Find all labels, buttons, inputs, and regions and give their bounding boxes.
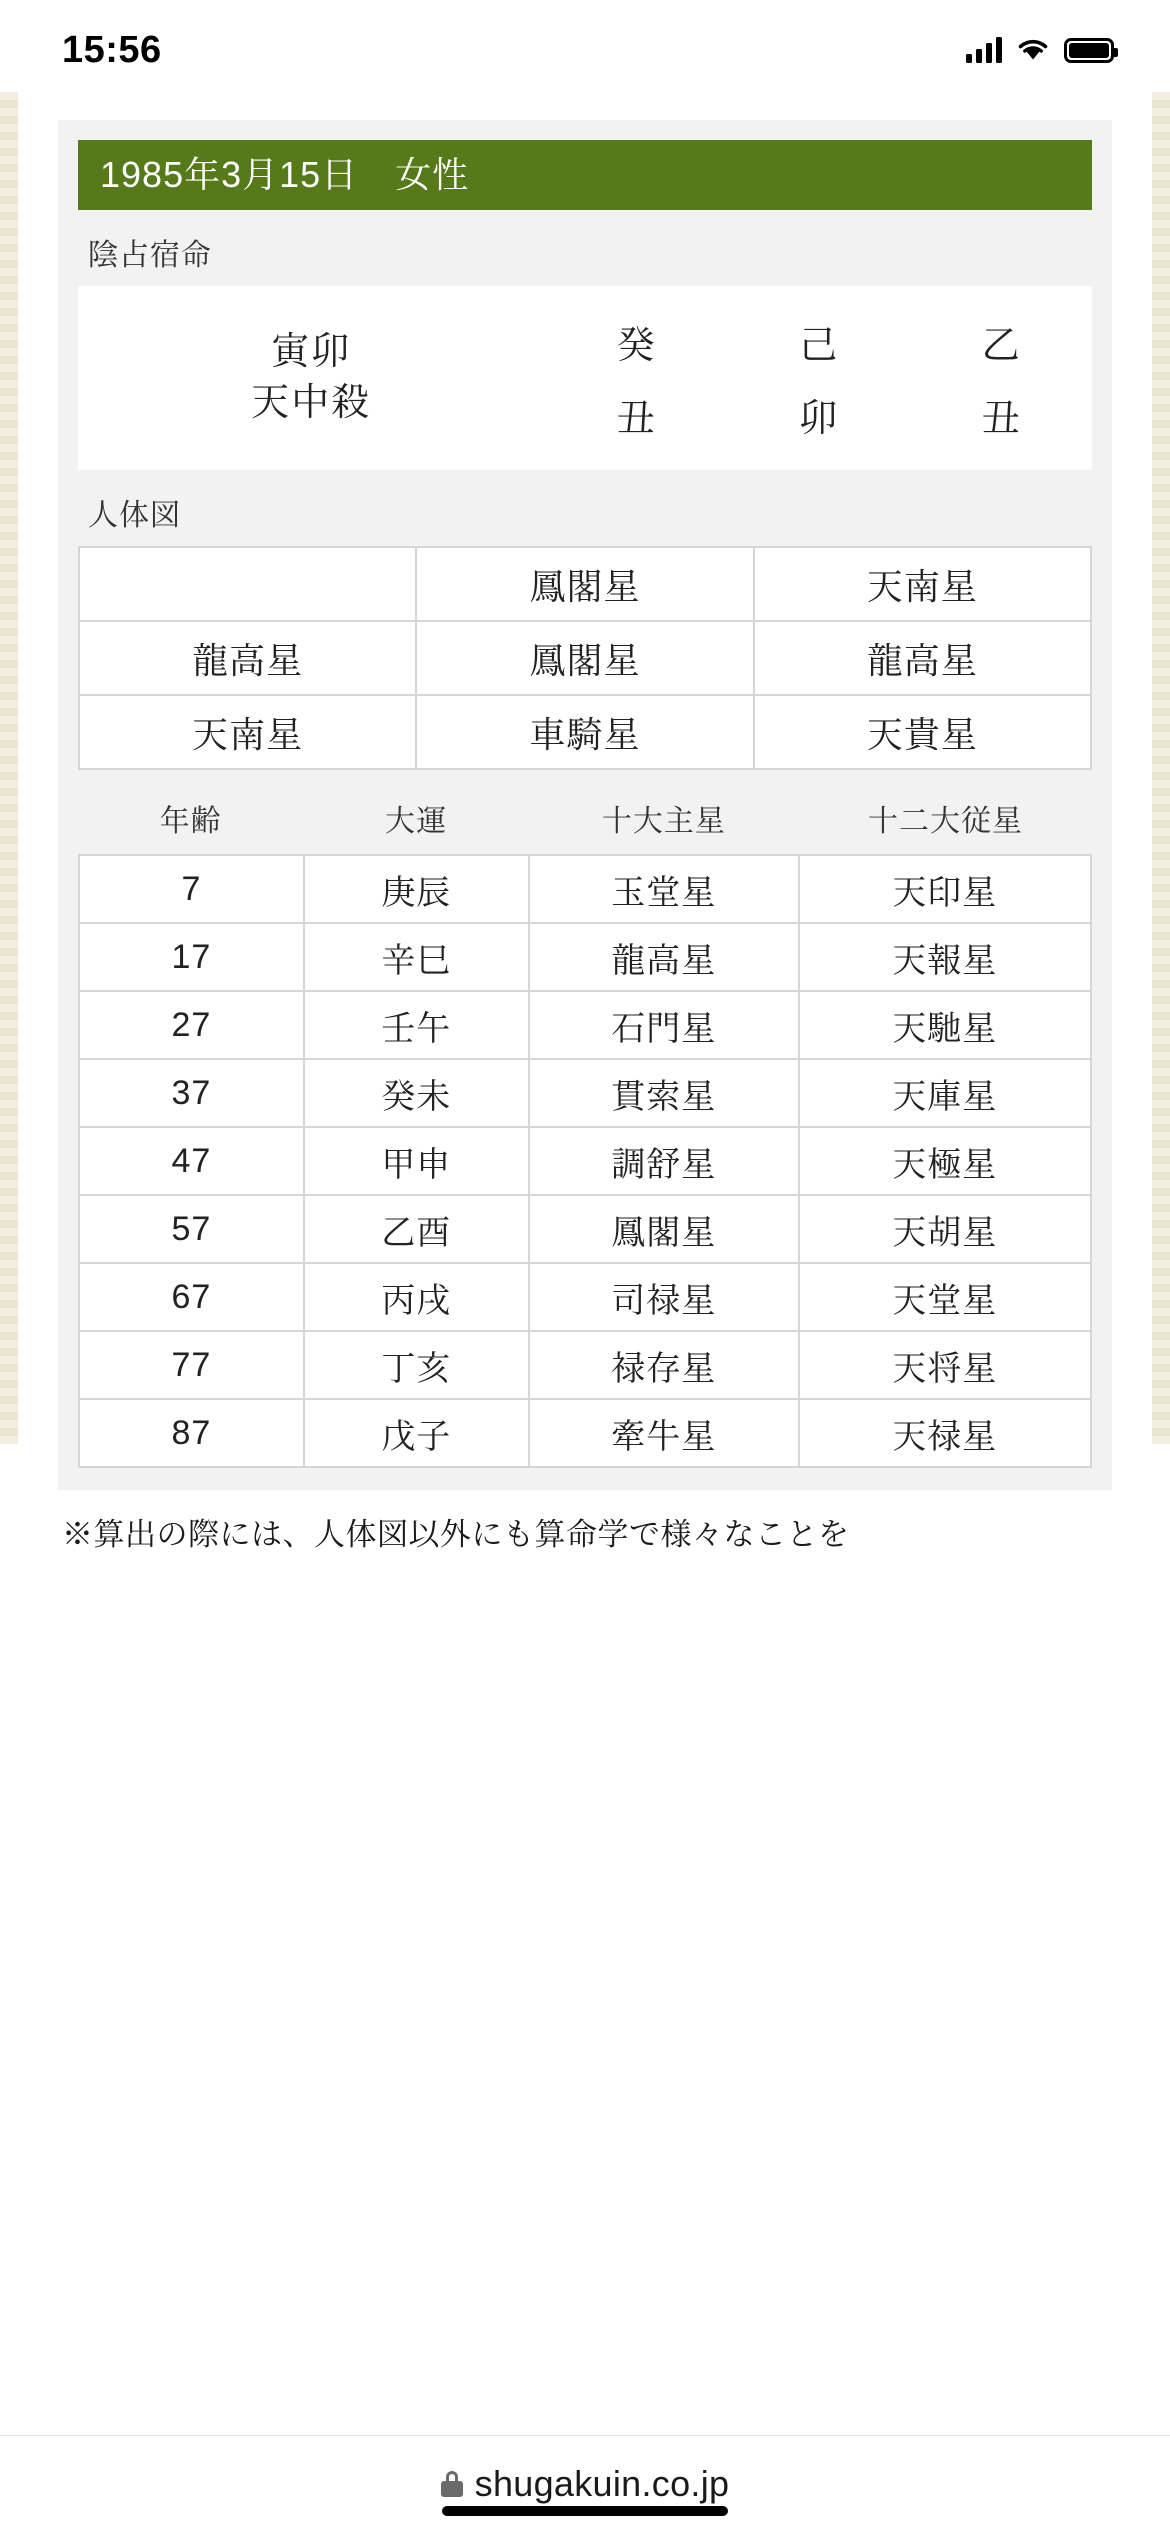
inzen-branch: 卯	[799, 398, 838, 440]
cell-junidaijusei: 天極星	[800, 1128, 1092, 1196]
inzen-stem: 癸	[616, 325, 655, 367]
tenchusatsu-line-1: 寅卯	[271, 330, 352, 373]
table-row	[80, 1400, 1092, 1468]
jintaizu-section-label: 人体図	[88, 499, 181, 532]
jintaizu-cell: 天貴星	[755, 696, 1092, 770]
cellular-signal-icon	[966, 37, 1002, 63]
inzen-stem: 乙	[981, 325, 1020, 367]
cell-age: 57	[80, 1196, 305, 1264]
cell-daiun: 乙酉	[305, 1196, 530, 1264]
inzen-branch: 丑	[981, 398, 1020, 440]
home-indicator[interactable]	[442, 2506, 728, 2516]
cell-daiun: 辛巳	[305, 924, 530, 992]
inzen-table	[78, 286, 1092, 470]
cell-junidaijusei: 天庫星	[800, 1060, 1092, 1128]
cell-junidaijusei: 天馳星	[800, 992, 1092, 1060]
cell-judaishusei: 牽牛星	[530, 1400, 800, 1468]
tenchusatsu-label	[78, 327, 544, 430]
cell-age: 47	[80, 1128, 305, 1196]
column-header-daiun: 大運	[384, 805, 447, 838]
jintaizu-grid	[78, 546, 1092, 770]
cell-daiun: 壬午	[305, 992, 530, 1060]
cell-junidaijusei: 天印星	[800, 856, 1092, 924]
url-text[interactable]: shugakuin.co.jp	[474, 2463, 730, 2504]
status-time: 15:56	[62, 28, 162, 71]
jintaizu-cell: 鳳閣星	[417, 548, 754, 622]
jintaizu-cell: 龍高星	[755, 622, 1092, 696]
browser-url-bar[interactable]	[0, 2435, 1170, 2532]
cell-age: 37	[80, 1060, 305, 1128]
column-header-judaishusei: 十大主星	[601, 805, 726, 838]
cell-junidaijusei: 天禄星	[800, 1400, 1092, 1468]
jintaizu-cell: 龍高星	[80, 622, 417, 696]
jintaizu-cell: 鳳閣星	[417, 622, 754, 696]
cell-daiun: 丙戌	[305, 1264, 530, 1332]
cell-daiun: 甲申	[305, 1128, 530, 1196]
wifi-icon	[1016, 35, 1050, 66]
cell-junidaijusei: 天報星	[800, 924, 1092, 992]
cell-judaishusei: 鳳閣星	[530, 1196, 800, 1264]
lock-icon	[441, 2471, 463, 2497]
cell-age: 77	[80, 1332, 305, 1400]
cell-age: 7	[80, 856, 305, 924]
table-row	[80, 1196, 1092, 1264]
inzen-stem: 己	[799, 325, 838, 367]
cell-judaishusei: 禄存星	[530, 1332, 800, 1400]
cell-junidaijusei: 天堂星	[800, 1264, 1092, 1332]
result-title: 1985年3月15日 女性	[78, 140, 1092, 210]
jintaizu-cell: 車騎星	[417, 696, 754, 770]
battery-icon	[1064, 38, 1114, 63]
inzen-stems-branches	[544, 314, 1092, 442]
column-header-junidaijusei: 十二大従星	[868, 805, 1024, 838]
cell-judaishusei: 石門星	[530, 992, 800, 1060]
cell-daiun: 丁亥	[305, 1332, 530, 1400]
age-table-body	[78, 854, 1092, 1468]
cell-judaishusei: 調舒星	[530, 1128, 800, 1196]
page-content	[18, 92, 1152, 1552]
cell-daiun: 庚辰	[305, 856, 530, 924]
inzen-section-label: 陰占宿命	[88, 239, 212, 272]
jintaizu-cell	[80, 548, 417, 622]
table-row	[80, 856, 1092, 924]
column-header-age: 年齢	[159, 805, 222, 838]
table-row	[80, 1128, 1092, 1196]
jintaizu-cell: 天南星	[755, 548, 1092, 622]
age-fortune-table	[78, 796, 1092, 1468]
table-row	[80, 1264, 1092, 1332]
inzen-branch: 丑	[616, 398, 655, 440]
page-background-pattern-left	[0, 92, 18, 1444]
cell-junidaijusei: 天胡星	[800, 1196, 1092, 1264]
tenchusatsu-line-2: 天中殺	[251, 382, 372, 424]
jintaizu-cell: 天南星	[80, 696, 417, 770]
cell-age: 87	[80, 1400, 305, 1468]
page-background-pattern-right	[1152, 92, 1170, 1444]
cell-judaishusei: 玉堂星	[530, 856, 800, 924]
table-row	[80, 1332, 1092, 1400]
status-bar	[0, 0, 1170, 92]
cell-age: 17	[80, 924, 305, 992]
cell-age: 67	[80, 1264, 305, 1332]
table-row	[80, 1060, 1092, 1128]
cell-daiun: 戊子	[305, 1400, 530, 1468]
cell-judaishusei: 司禄星	[530, 1264, 800, 1332]
cell-judaishusei: 貫索星	[530, 1060, 800, 1128]
disclaimer-note: ※算出の際には、人体図以外にも算命学で様々なことを	[62, 1517, 850, 1552]
fortune-result-card	[58, 120, 1112, 1490]
cell-age: 27	[80, 992, 305, 1060]
cell-judaishusei: 龍高星	[530, 924, 800, 992]
table-row	[80, 992, 1092, 1060]
status-icons	[966, 27, 1114, 66]
cell-daiun: 癸未	[305, 1060, 530, 1128]
table-row	[80, 924, 1092, 992]
cell-junidaijusei: 天将星	[800, 1332, 1092, 1400]
age-table-header	[78, 796, 1092, 854]
web-page-viewport[interactable]	[0, 92, 1170, 1552]
